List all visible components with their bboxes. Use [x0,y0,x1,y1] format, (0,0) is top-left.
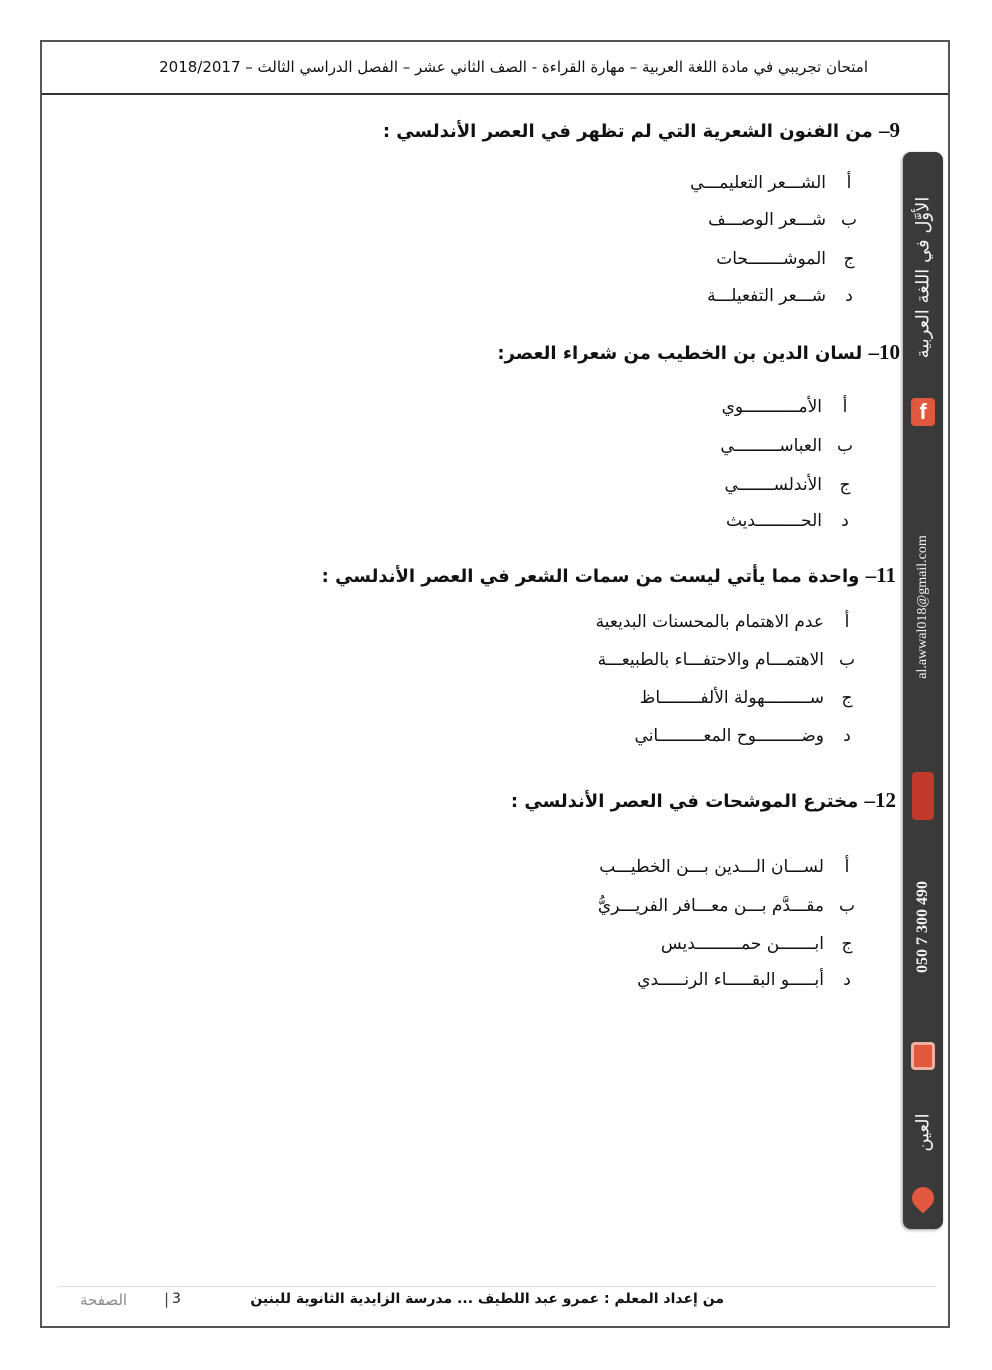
location-name: العين [912,1112,934,1152]
page-number: 3 [172,1291,181,1307]
phone-number[interactable]: 050 7 300 490 [914,881,931,973]
page-frame [40,40,950,1328]
question-number: 11– [865,563,896,587]
location-pin-icon [907,1182,938,1213]
option-12c[interactable]: جابـــــــن حمـــــــــديس [660,934,853,954]
footer-credit: من إعداد المعلم : عمرو عبد اللطيف ... مدرسة الزايدية الثانوية للبنين [250,1291,724,1307]
question-text: واحدة مما يأتي ليست من سمات الشعر في العصر الأندلسي : [321,566,860,587]
question-text: مخترع الموشحات في العصر الأندلسي : [510,791,859,812]
question-11 [322,563,896,588]
header-divider [42,93,948,95]
question-text: من الفنون الشعرية التي لم تظهر في العصر الأندلسي : [382,121,873,142]
facebook-icon[interactable]: f [911,398,935,426]
option-11b[interactable]: بالاهتمـــام والاحتفـــاء بالطبيعـــة [597,650,855,670]
option-11d[interactable]: دوضـــــــــوح المعـــــــــاني [634,726,851,746]
option-9b[interactable]: بشـــعر الوصـــف [708,210,857,230]
option-9a[interactable]: أالشـــعر التعليمـــي [690,173,852,193]
email-address[interactable]: al.awwal018@gmail.com [915,535,930,679]
option-12b[interactable]: بمقـــدَّم بـــن معـــافر الفريـــريُّ [597,896,855,916]
question-9 [383,118,900,143]
exam-header: امتحان تجريبي في مادة اللغة العربية – مهارة القراءة - الصف الثاني عشر – الفصل الدراسي الثالث – 2018/2017 [159,58,868,76]
question-10 [497,340,900,365]
question-text: لسان الدين بن الخطيب من شعراء العصر: [497,343,863,364]
option-10d[interactable]: دالحـــــــــديث [725,511,849,531]
page-label: الصفحة [80,1291,128,1309]
option-11c[interactable]: جســـــــــهولة الألفــــــــاظ [639,688,853,708]
option-9c[interactable]: جالموشـــــــحات [716,249,855,269]
option-10a[interactable]: أالأمـــــــــــوي [721,397,848,417]
option-10b[interactable]: بالعباســـــــــي [720,436,853,456]
option-11a[interactable]: أعدم الاهتمام بالمحسنات البديعية [595,612,850,632]
option-9d[interactable]: دشـــعر التفعيلـــة [707,286,853,306]
option-12d[interactable]: دأبـــــو البقـــــاء الرنـــــدي [637,970,851,990]
footer-separator: | [164,1290,170,1308]
question-12 [511,788,896,813]
brand-name: الأوَّل في اللغة العربية [912,196,934,358]
option-12a[interactable]: ألســـان الـــدين بـــن الخطيـــب [599,857,850,877]
contact-sidebar [903,152,943,1229]
footer-divider [58,1286,936,1287]
phone-icon [911,1042,935,1070]
option-10c[interactable]: جالأندلســـــــي [724,475,851,495]
question-number: 12– [864,788,896,812]
question-number: 10– [868,340,900,364]
question-number: 9– [879,118,900,142]
mail-icon [912,772,934,820]
